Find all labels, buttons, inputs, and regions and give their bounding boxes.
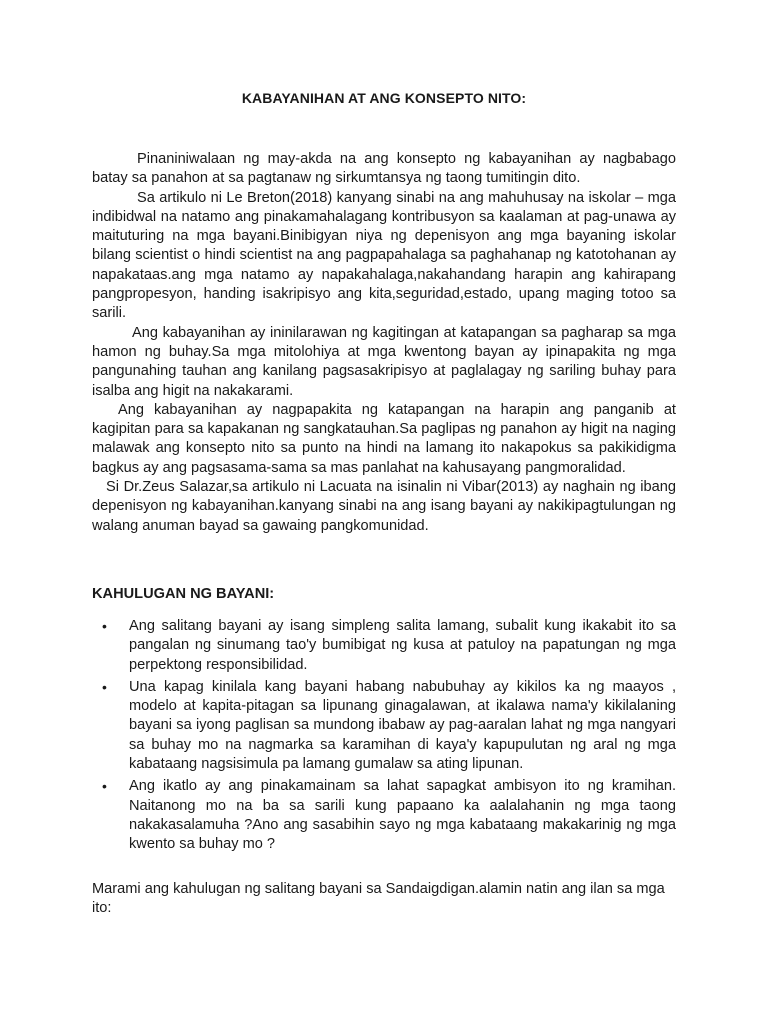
intro-section — [92, 150, 676, 536]
document-title: KABAYANIHAN AT ANG KONSEPTO NITO: — [241, 90, 527, 106]
bullet-icon: • — [102, 618, 107, 634]
section-heading: KAHULUGAN NG BAYANI: — [92, 586, 275, 602]
bullet-icon: • — [102, 678, 107, 695]
paragraph-4: Ang kabayanihan ay nagpapakita ng katapangan na harapin ang panganib at kagipitan para sa kapakanan ng sangkatauhan.Sa paglipas ng panahon ay higit na naging malawak ang konsepto nito sa punto na hindi na lamang ito nakapokus sa pakikidigma bagkus ay ang pagsasama-sama sa mas panlahat na kahusayang pangmoralidad. — [92, 401, 676, 476]
list-item — [92, 678, 676, 774]
closing-paragraph: Marami ang kahulugan ng salitang bayani sa Sandaigdigan.alamin natin ang ilan sa mga ito: — [92, 881, 665, 917]
list-item-text: Ang salitang bayani ay isang simpleng salita lamang, subalit kung ikakabit ito sa pangalan ng sinumang tao'y bumibigat ng kusa at patuloy na papatungan ng mga perpektong responsibilidad. — [129, 618, 676, 673]
list-item — [92, 617, 676, 675]
bullet-list — [92, 617, 676, 858]
bullet-icon: • — [102, 778, 107, 795]
paragraph-1: Pinaniniwalaan ng may-akda na ang konsepto ng kabayanihan ay nagbabago batay sa panahon at sa pagtanaw ng sirkumtansya ng taong tumitingin dito. — [92, 151, 676, 187]
list-item — [92, 777, 676, 854]
paragraph-3: Ang kabayanihan ay ininilarawan ng kagitingan at katapangan sa pagharap sa mga hamon ng buhay.Sa mga mitolohiya at mga kwentong bayan ay ipinapakita ng mga pangunahing tauhan ang kanilang pagsasakripisyo at paglalagay ng sariling buhay para isalba ang higit na nakakarami. — [92, 324, 676, 399]
list-item-text: Una kapag kinilala kang bayani habang nabubuhay ay kikilos ka ng maayos , modelo at kapita-pitagan sa lipunang ginagalawan, at ikalawa nama'y kikilalaning bayani sa iyong paglisan sa mundong ibabaw ay pag-aaralan lahat ng mga nangyari sa buhay mo na nagmarka sa karamihan di kaya'y kapupulutan ng aral ng mga kabataang nagsisimula pa lamang gumalaw sa ating lipunan. — [129, 678, 676, 773]
paragraph-5: Si Dr.Zeus Salazar,sa artikulo ni Lacuata na isinalin ni Vibar(2013) ay naghain ng ibang depenisyon ng kabayanihan.kanyang sinabi na ang isang bayani ay nakikipagtulungan ng walang anuman bayad sa gawaing pangkomunidad. — [92, 479, 676, 534]
list-item-text: Ang ikatlo ay ang pinakamainam sa lahat sapagkat ambisyon ito ng kramihan. Naitanong mo na ba sa sarili kung papaano ka aalalahanin ng mga taong nakakasalamuha ?Ano ang sasabihin sayo ng mga kabataang makakarinig ng mga kwento sa buhay mo ? — [129, 778, 676, 853]
paragraph-2: Sa artikulo ni Le Breton(2018) kanyang sinabi na ang mahuhusay na iskolar – mga indibidwal na natamo ang pinakamahalagang kontribusyon sa kaalaman at pag-unawa ay maituturing na mga bayani.Binibigyan niya ng depenisyon ang mga bayaning iskolar bilang scientist o hindi scientist na ang pagpapahalaga sa paghahanap ng katotohanan ay napakataas.ang mga natamo ay napakahalaga,nakahandang harapin ang kahirapang pangpropesyon, handing isakripisyo ang kita,seguridad,estado, upang maging totoo sa sarili. — [92, 189, 676, 322]
